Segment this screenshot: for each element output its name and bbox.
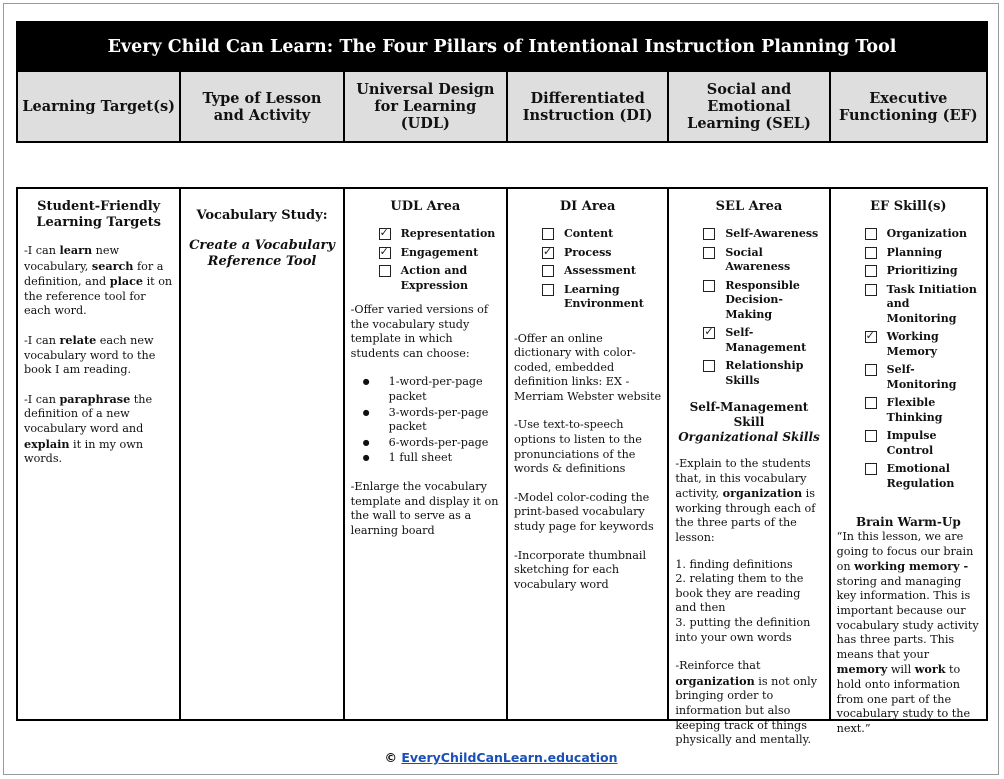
brain-warmup-title: Brain Warm-Up	[855, 515, 961, 529]
checked-box-icon[interactable]	[379, 247, 391, 259]
brain-warmup-text: “In this lesson, we are going to focus our brain on working memory - storing and managing key information. This is important because our vocabulary study activity has three parts. This means that your memory will work to hold onto information from one part of the vocabulary study to the next.”	[836, 530, 979, 735]
di-paragraph-1: -Offer an online dictionary with color-coded, embedded definition links: EX -Merriam Webster website	[513, 331, 662, 403]
checkbox-item[interactable]	[865, 330, 980, 359]
udl-paragraph-2: -Enlarge the vocabulary template and display it on the wall to serve as a learning board	[350, 479, 499, 537]
checkbox-item[interactable]	[703, 279, 822, 323]
unchecked-box-icon[interactable]	[703, 280, 715, 292]
copyright-symbol: ©	[384, 750, 397, 765]
checked-box-icon[interactable]	[865, 331, 877, 343]
learning-targets-cell	[18, 189, 181, 719]
target-3: -I can paraphrase the definition of a new vocabulary word and explain it in my own words.	[24, 391, 153, 466]
checkbox-item[interactable]	[542, 264, 661, 279]
unchecked-box-icon[interactable]	[703, 228, 715, 240]
checkbox-item[interactable]	[542, 283, 661, 312]
checkbox-label: Organization	[886, 227, 967, 240]
udl-cell	[345, 189, 508, 719]
sel-paragraph-2: -Reinforce that organization is not only bringing order to information but also keeping track of things physically and mentally.	[675, 659, 818, 747]
checkbox-item[interactable]	[703, 246, 822, 275]
footer	[4, 750, 998, 765]
checkbox-item[interactable]	[865, 462, 980, 491]
checkbox-label: Prioritizing	[886, 264, 958, 277]
unchecked-box-icon[interactable]	[865, 364, 877, 376]
checkbox-label: Self-Awareness	[725, 227, 819, 240]
list-item: ● 3-words-per-page packet	[389, 406, 500, 435]
website-link[interactable]: EveryChildCanLearn.education	[401, 750, 618, 765]
sel-checklist	[675, 227, 822, 388]
target-1: -I can learn new vocabulary, search for a definition, and place it on the reference tool for each word.	[24, 243, 173, 318]
list-item: 2. relating them to the book they are reading and then	[675, 572, 804, 615]
udl-area-title: UDL Area	[390, 199, 461, 214]
checkbox-label: Self-Monitoring	[886, 363, 957, 391]
list-item: ● 1-word-per-page packet	[389, 375, 500, 404]
checkbox-item[interactable]	[865, 227, 980, 242]
unchecked-box-icon[interactable]	[865, 284, 877, 296]
sel-paragraph-1: -Explain to the students that, in this vocabulary activity, organization is working through each of the three parts of the lesson:	[675, 457, 816, 544]
lesson-type-title: Vocabulary Study:	[196, 208, 328, 223]
header-row	[16, 72, 988, 143]
checkbox-item[interactable]	[379, 246, 500, 261]
sel-cell	[669, 189, 830, 747]
udl-options-list	[351, 375, 500, 466]
unchecked-box-icon[interactable]	[865, 247, 877, 259]
ef-skills-title: EF Skill(s)	[870, 199, 947, 214]
udl-paragraph-1: -Offer varied versions of the vocabulary study template in which students can choose:	[350, 303, 489, 360]
di-checklist	[514, 227, 661, 312]
unchecked-box-icon[interactable]	[379, 265, 391, 277]
document-page	[3, 3, 999, 775]
target-2: -I can relate each new vocabulary word to the book I am reading.	[24, 332, 156, 377]
header-di: Differentiated Instruction (DI)	[508, 72, 669, 141]
list-item: 1. finding definitions	[675, 557, 793, 571]
checkbox-label: Process	[563, 245, 612, 259]
checkbox-label: Assessment	[563, 264, 637, 277]
checkbox-label: Social Awareness	[725, 245, 791, 273]
di-cell	[508, 189, 669, 719]
checkbox-label: Flexible Thinking	[886, 396, 943, 424]
unchecked-box-icon[interactable]	[865, 265, 877, 277]
di-area-title: DI Area	[559, 199, 616, 214]
checkbox-label: Self-Management	[725, 326, 807, 354]
di-paragraph-3: -Model color-coding the print-based vocabulary study page for keywords	[513, 490, 654, 534]
header-lesson-type: Type of Lesson and Activity	[181, 72, 344, 141]
unchecked-box-icon[interactable]	[703, 360, 715, 372]
udl-checklist	[351, 227, 500, 293]
checkbox-item[interactable]	[865, 264, 980, 279]
di-paragraph-2: -Use text-to-speech options to listen to the pronunciations of the words & definitions	[513, 418, 642, 476]
unchecked-box-icon[interactable]	[703, 247, 715, 259]
learning-targets-title: Student-Friendly Learning Targets	[36, 199, 161, 230]
header-ef: Executive Functioning (EF)	[838, 89, 978, 124]
header-sel: Social and Emotional Learning (SEL)	[669, 72, 830, 141]
sel-skill-subtitle: Organizational Skills	[678, 430, 820, 444]
header-udl: Universal Design for Learning (UDL)	[345, 72, 508, 141]
checkbox-label: Impulse Control	[886, 429, 937, 457]
checkbox-item[interactable]	[703, 227, 822, 242]
checkbox-item[interactable]	[865, 429, 980, 458]
checkbox-label: Action and Expression	[400, 264, 468, 292]
checkbox-item[interactable]	[542, 246, 661, 261]
unchecked-box-icon[interactable]	[865, 430, 877, 442]
checkbox-label: Task Initiation and Monitoring	[886, 282, 977, 325]
checkbox-label: Emotional Regulation	[886, 462, 955, 490]
lesson-type-cell	[181, 189, 344, 719]
unchecked-box-icon[interactable]	[542, 228, 554, 240]
checkbox-label: Content	[563, 227, 614, 240]
lesson-activity: Create a Vocabulary Reference Tool	[189, 237, 335, 269]
checkbox-label: Representation	[400, 227, 496, 240]
checkbox-item[interactable]	[703, 359, 822, 388]
checked-box-icon[interactable]	[379, 228, 391, 240]
checkbox-item[interactable]	[865, 396, 980, 425]
checkbox-item[interactable]	[703, 326, 822, 355]
unchecked-box-icon[interactable]	[865, 397, 877, 409]
list-item: 3. putting the definition into your own words	[675, 615, 811, 644]
unchecked-box-icon[interactable]	[865, 228, 877, 240]
checkbox-item[interactable]	[865, 246, 980, 261]
checkbox-item[interactable]	[379, 264, 500, 293]
checked-box-icon[interactable]	[542, 247, 554, 259]
checkbox-label: Engagement	[400, 245, 479, 259]
checkbox-label: Planning	[886, 245, 943, 259]
checked-box-icon[interactable]	[703, 327, 715, 339]
unchecked-box-icon[interactable]	[542, 284, 554, 296]
unchecked-box-icon[interactable]	[542, 265, 554, 277]
sel-steps-list	[675, 558, 822, 646]
sel-area-title: SEL Area	[715, 199, 783, 214]
checkbox-label: Responsible Decision-Making	[725, 278, 800, 321]
checkbox-item[interactable]	[865, 283, 980, 327]
ef-cell	[831, 189, 986, 735]
ef-checklist	[837, 227, 980, 491]
checkbox-item[interactable]	[865, 363, 980, 392]
checkbox-label: Learning Environment	[563, 282, 644, 310]
header-learning-targets: Learning Target(s)	[18, 72, 181, 141]
checkbox-label: Relationship Skills	[725, 359, 804, 387]
list-item: ● 1 full sheet	[389, 451, 500, 466]
content-row	[16, 187, 988, 747]
checkbox-label: Working Memory	[886, 330, 939, 358]
di-paragraph-4: -Incorporate thumbnail sketching for each vocabulary word	[513, 548, 647, 591]
document-title: Every Child Can Learn: The Four Pillars of Intentional Instruction Planning Tool	[16, 21, 988, 72]
checkbox-item[interactable]	[542, 227, 661, 242]
checkbox-item[interactable]	[379, 227, 500, 242]
list-item: ● 6-words-per-page	[389, 436, 500, 451]
sel-skill-title: Self-Management Skill	[689, 400, 809, 429]
unchecked-box-icon[interactable]	[865, 463, 877, 475]
